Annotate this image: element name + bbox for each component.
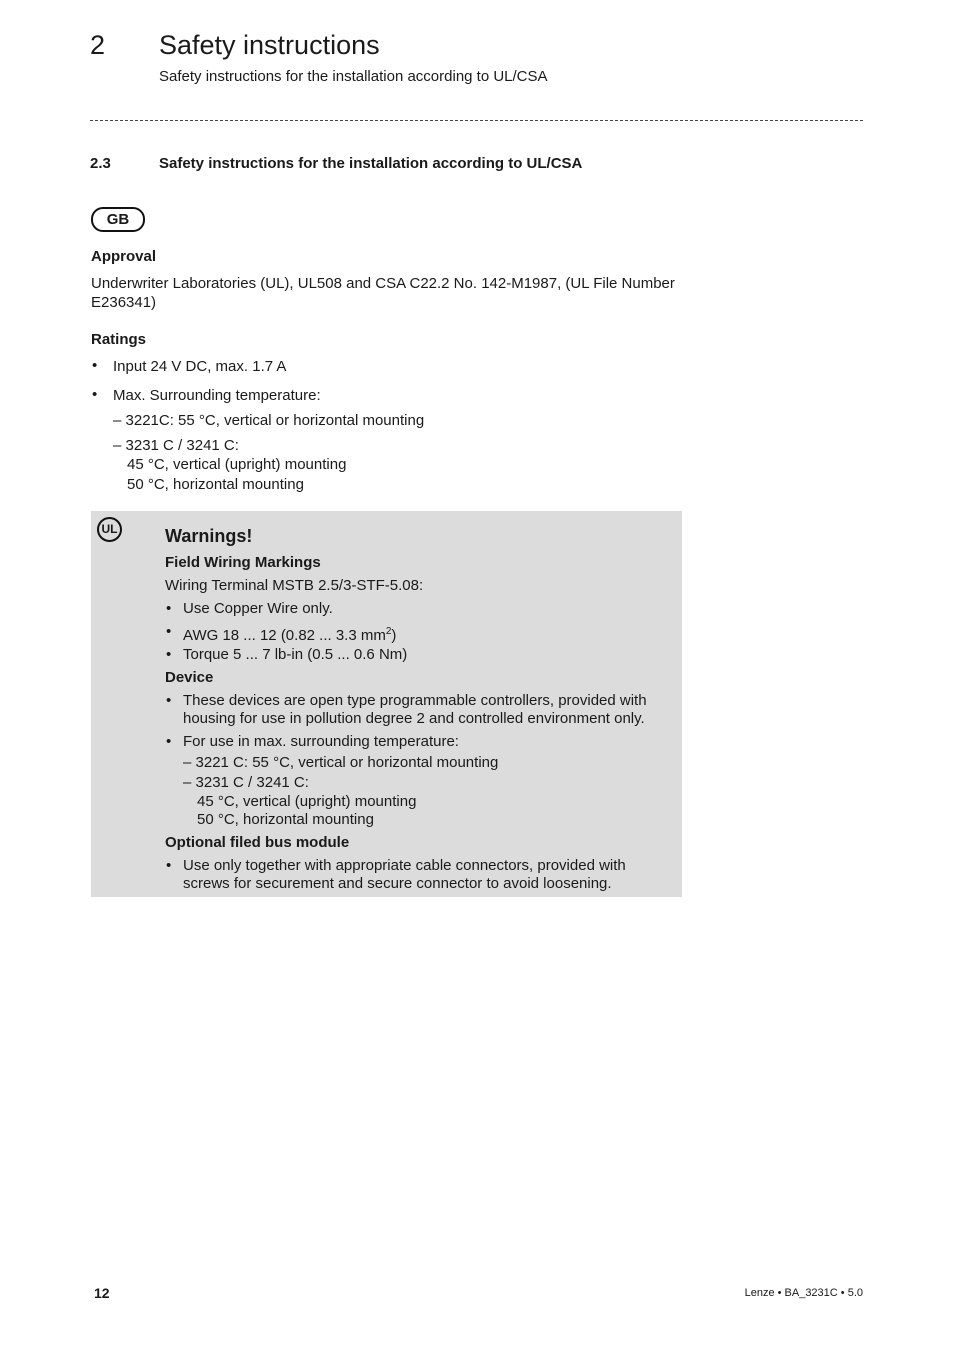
bullet-icon: • [166,623,172,640]
bullet-icon: • [166,733,172,750]
awg-text: AWG 18 ... 12 (0.82 ... 3.3 mm [183,627,386,644]
device-item-open-type-line1: These devices are open type programmable controllers, provided with [183,692,647,709]
ul-icon: UL [97,517,122,542]
section-number: 2.3 [90,155,111,172]
wiring-item-copper: Use Copper Wire only. [183,600,333,617]
header-divider [90,120,863,121]
ratings-temp: Max. Surrounding temperature: [113,387,321,404]
document-id: Lenze • BA_3231C • 5.0 [744,1287,863,1299]
wiring-terminal: Wiring Terminal MSTB 2.5/3-STF-5.08: [165,577,424,594]
ratings-temp-3231: – 3231 C / 3241 C: [113,437,239,454]
fieldbus-heading: Optional filed bus module [165,834,350,851]
section-title: Safety instructions for the installation according to UL/CSA [159,155,583,172]
fieldbus-item-line1: Use only together with appropriate cable connectors, provided with [183,857,626,874]
approval-heading: Approval [91,248,157,265]
bullet-icon: • [166,692,172,709]
awg-close: ) [391,627,397,644]
ratings-temp-horizontal: 50 °C, horizontal mounting [127,476,304,493]
bullet-icon: • [166,857,172,874]
fieldbus-item-line2: screws for securement and secure connector to avoid loosening. [183,875,612,892]
device-heading: Device [165,669,214,686]
ratings-temp-3221: – 3221C: 55 °C, vertical or horizontal mounting [113,412,425,429]
chapter-subtitle: Safety instructions for the installation according to UL/CSA [159,68,548,85]
awg-superscript: 2 [385,626,392,637]
device-item-temperature: For use in max. surrounding temperature: [183,733,459,750]
device-temp-horizontal: 50 °C, horizontal mounting [197,811,374,828]
warnings-title: Warnings! [165,526,253,546]
device-temp-vertical: 45 °C, vertical (upright) mounting [197,793,417,810]
wiring-item-torque: Torque 5 ... 7 lb-in (0.5 ... 0.6 Nm) [183,646,408,663]
chapter-title: Safety instructions [159,30,380,60]
wiring-item-awg [183,623,396,645]
chapter-number: 2 [90,30,106,60]
bullet-icon: • [166,646,172,663]
device-temp-3221: – 3221 C: 55 °C, vertical or horizontal mounting [183,754,499,771]
device-item-open-type-line2: housing for use in pollution degree 2 and controlled environment only. [183,710,645,727]
bullet-icon: • [92,357,98,374]
approval-text-line1: Underwriter Laboratories (UL), UL508 and CSA C22.2 No. 142-M1987, (UL File Number [91,275,675,292]
bullet-icon: • [92,386,98,403]
page-number: 12 [94,1285,110,1301]
ratings-temp-vertical: 45 °C, vertical (upright) mounting [127,456,347,473]
device-temp-3231: – 3231 C / 3241 C: [183,774,309,791]
ratings-input: Input 24 V DC, max. 1.7 A [113,358,287,375]
bullet-icon: • [166,600,172,617]
field-wiring-heading: Field Wiring Markings [165,554,321,571]
ratings-heading: Ratings [91,331,147,348]
approval-text-line2: E236341) [91,294,157,311]
language-badge: GB [91,207,145,232]
